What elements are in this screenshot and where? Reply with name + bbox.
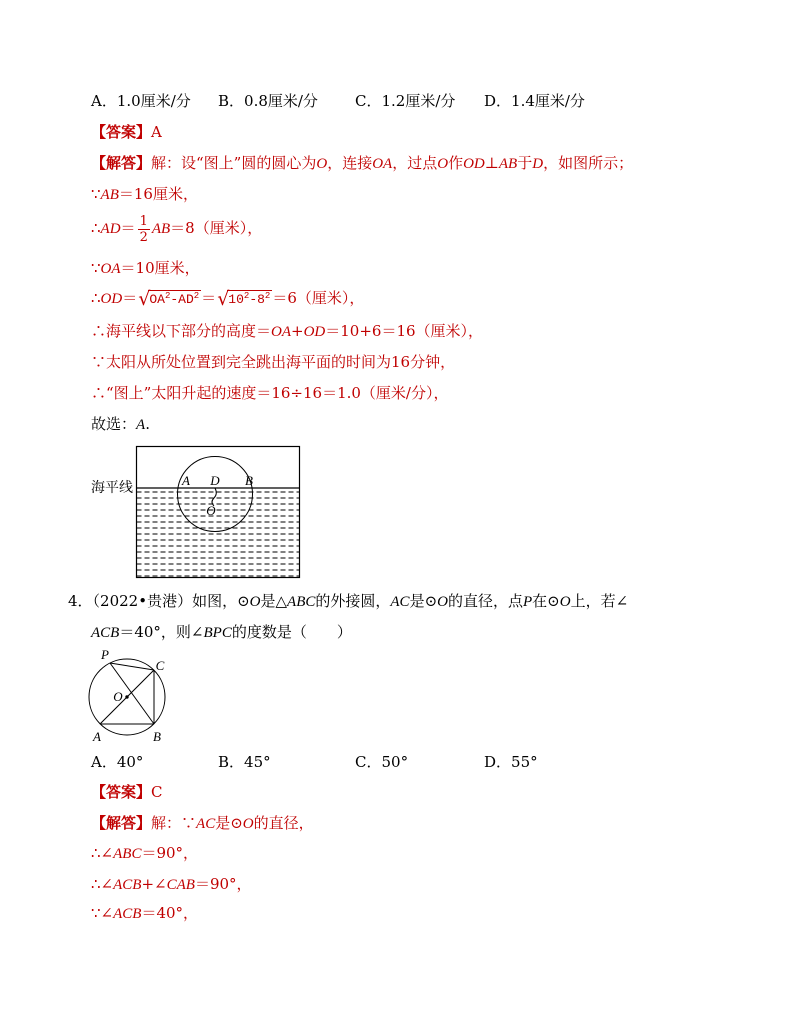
variable: O xyxy=(437,156,449,172)
solution-tag: 【解答】 xyxy=(91,814,152,832)
text-segment: ＝90°， xyxy=(141,844,199,862)
text-segment: ∴∠ xyxy=(91,844,114,862)
text-segment: ＝ xyxy=(201,289,217,307)
variable: AD xyxy=(100,221,121,237)
text-segment: 的直径，点 xyxy=(447,592,523,610)
variable: AB xyxy=(100,187,119,203)
fraction-numerator: 1 xyxy=(139,213,148,229)
point-a-label: A xyxy=(182,473,190,488)
q3-solution-line-8: ∴“图上”太阳升起的速度＝16÷16＝1.0（厘米/分）， xyxy=(91,384,449,402)
q3-conclusion xyxy=(91,414,150,434)
exponent: 2 xyxy=(164,291,171,301)
point-b-label: B xyxy=(245,473,253,488)
perpendicular-symbol: ⊥ xyxy=(484,154,499,172)
variable: AC xyxy=(390,594,410,610)
radicand-term: 10 xyxy=(228,292,244,307)
variable: ACB xyxy=(91,625,120,641)
q3-solution-line-3 xyxy=(91,210,262,246)
variable: O xyxy=(437,594,448,610)
variable: CAB xyxy=(166,877,195,893)
text-segment: ∴∠ xyxy=(91,875,114,893)
q4-option-b: B．45° xyxy=(218,753,271,771)
radicand-term: OA xyxy=(149,292,165,307)
q3-option-b: B．0.8厘米/分 xyxy=(218,92,318,110)
center-point xyxy=(125,695,128,698)
variable: O xyxy=(559,594,571,610)
point-c-label: C xyxy=(155,658,165,673)
text-segment: ，如图所示； xyxy=(543,154,634,172)
variable: OD xyxy=(100,291,123,307)
text-segment: ∴ xyxy=(91,289,101,307)
q3-solution-line-2 xyxy=(91,184,198,204)
circumcircle-figure xyxy=(85,645,180,747)
point-o-label: O xyxy=(113,689,123,704)
q4-option-c: C．50° xyxy=(355,753,409,771)
text-segment: 的度数是（ ） xyxy=(231,623,352,641)
q3-answer-line xyxy=(91,122,162,142)
point-p-label: P xyxy=(101,647,109,662)
radicand xyxy=(148,290,201,308)
sea-level-figure xyxy=(130,440,306,586)
text-segment: ＝ xyxy=(120,219,136,237)
text-segment: . xyxy=(145,415,150,433)
variable: AB xyxy=(498,156,518,172)
text-segment: ＝10+6＝16（厘米）， xyxy=(325,322,484,340)
variable: BPC xyxy=(203,625,232,641)
text-segment: 是⊙ xyxy=(215,814,243,832)
variable: P xyxy=(523,594,533,610)
text-segment: ＝16厘米， xyxy=(118,185,198,203)
q4-option-d: D．55° xyxy=(484,753,538,771)
answer-tag: 【答案】 xyxy=(91,123,152,141)
text-segment: 4．（2022•贵港）如图，⊙ xyxy=(68,592,250,610)
text-segment: ，过点 xyxy=(392,154,438,172)
answer-value: C xyxy=(151,783,163,801)
q3-solution-line-1 xyxy=(91,153,633,173)
text-segment: ＝40°， xyxy=(141,904,199,922)
text-segment: ∵ xyxy=(91,185,101,203)
sea-level-label: 海平线 xyxy=(91,480,133,496)
radicand xyxy=(227,290,272,308)
point-o-label: O xyxy=(206,503,216,518)
radical-sign: √ xyxy=(138,288,151,310)
q3-option-c: C．1.2厘米/分 xyxy=(355,92,456,110)
text-segment: 解：设“图上”圆的圆心为 xyxy=(151,154,317,172)
text-segment: 作 xyxy=(448,154,464,172)
text-segment: 的外接圆， xyxy=(315,592,391,610)
q3-solution-line-7: ∵太阳从所处位置到完全跳出海平面的时间为16分钟， xyxy=(91,353,456,371)
q4-solution-line-3 xyxy=(91,874,252,894)
solution-tag: 【解答】 xyxy=(91,154,152,172)
variable: OD xyxy=(463,156,485,172)
text-segment: ＝90°， xyxy=(194,875,252,893)
variable: OA xyxy=(100,261,121,277)
text-segment: ＝10厘米， xyxy=(120,259,200,277)
exponent: 2 xyxy=(193,291,200,301)
text-segment: ∴海平线以下部分的高度＝ xyxy=(91,322,272,340)
q4-option-a: A．40° xyxy=(91,753,144,771)
text-segment: ，连接 xyxy=(327,154,373,172)
q4-solution-line-2 xyxy=(91,843,198,863)
text-segment: 上，若∠ xyxy=(570,592,629,610)
q4-solution-line-1 xyxy=(91,813,314,833)
q3-solution-line-5 xyxy=(91,285,364,311)
segment-pc xyxy=(110,663,154,670)
variable: ACB xyxy=(113,877,142,893)
q4-solution-line-4 xyxy=(91,903,198,923)
point-a-label: A xyxy=(93,729,101,744)
variable: D xyxy=(532,156,544,172)
answer-tag: 【答案】 xyxy=(91,783,152,801)
exponent: 2 xyxy=(243,291,250,301)
q3-option-d: D．1.4厘米/分 xyxy=(484,92,585,110)
variable: ABC xyxy=(287,594,316,610)
text-segment: +∠ xyxy=(141,875,167,893)
text-segment: + xyxy=(291,322,304,340)
text-segment: 的直径， xyxy=(253,814,314,832)
q4-stem-line-1 xyxy=(68,591,628,611)
radicand-term: -AD xyxy=(170,292,194,307)
variable: OA xyxy=(271,324,292,340)
sea-area xyxy=(136,489,300,578)
text-segment: 在⊙ xyxy=(532,592,560,610)
text-segment: 是△ xyxy=(260,592,288,610)
variable: AB xyxy=(151,221,171,237)
exponent: 2 xyxy=(264,291,271,301)
fraction-denominator: 2 xyxy=(139,229,148,245)
text-segment: ＝6（厘米）， xyxy=(272,289,365,307)
variable: O xyxy=(316,156,328,172)
variable: ACB xyxy=(113,906,142,922)
text-segment: 是⊙ xyxy=(409,592,438,610)
variable: ABC xyxy=(113,846,142,862)
variable: A xyxy=(136,417,146,433)
point-d-label: D xyxy=(210,473,220,488)
radical-sign: √ xyxy=(217,288,230,310)
text-segment: 于 xyxy=(517,154,533,172)
text-segment: ∵ xyxy=(91,259,101,277)
fraction-one-half xyxy=(138,214,150,245)
variable: OA xyxy=(372,156,393,172)
text-segment: 解：∵ xyxy=(151,814,197,832)
q4-stem-line-2 xyxy=(91,622,352,642)
text-segment: ∵∠ xyxy=(91,904,114,922)
variable: OD xyxy=(303,324,326,340)
q4-answer-line xyxy=(91,782,163,802)
q3-solution-line-6 xyxy=(91,321,483,341)
answer-value: A xyxy=(151,123,162,141)
variable: O xyxy=(249,594,261,610)
variable: AC xyxy=(196,816,216,832)
point-b-label: B xyxy=(153,729,161,744)
text-segment: ＝8（厘米）， xyxy=(170,219,263,237)
text-segment: ＝ xyxy=(122,289,138,307)
q3-solution-line-4 xyxy=(91,258,200,278)
variable: O xyxy=(242,816,254,832)
text-segment: ＝40°，则∠ xyxy=(119,623,204,641)
text-segment: 故选： xyxy=(91,415,137,433)
radicand-term: -8 xyxy=(249,292,265,307)
q3-option-a: A．1.0厘米/分 xyxy=(91,92,191,110)
text-segment: ∴ xyxy=(91,219,101,237)
